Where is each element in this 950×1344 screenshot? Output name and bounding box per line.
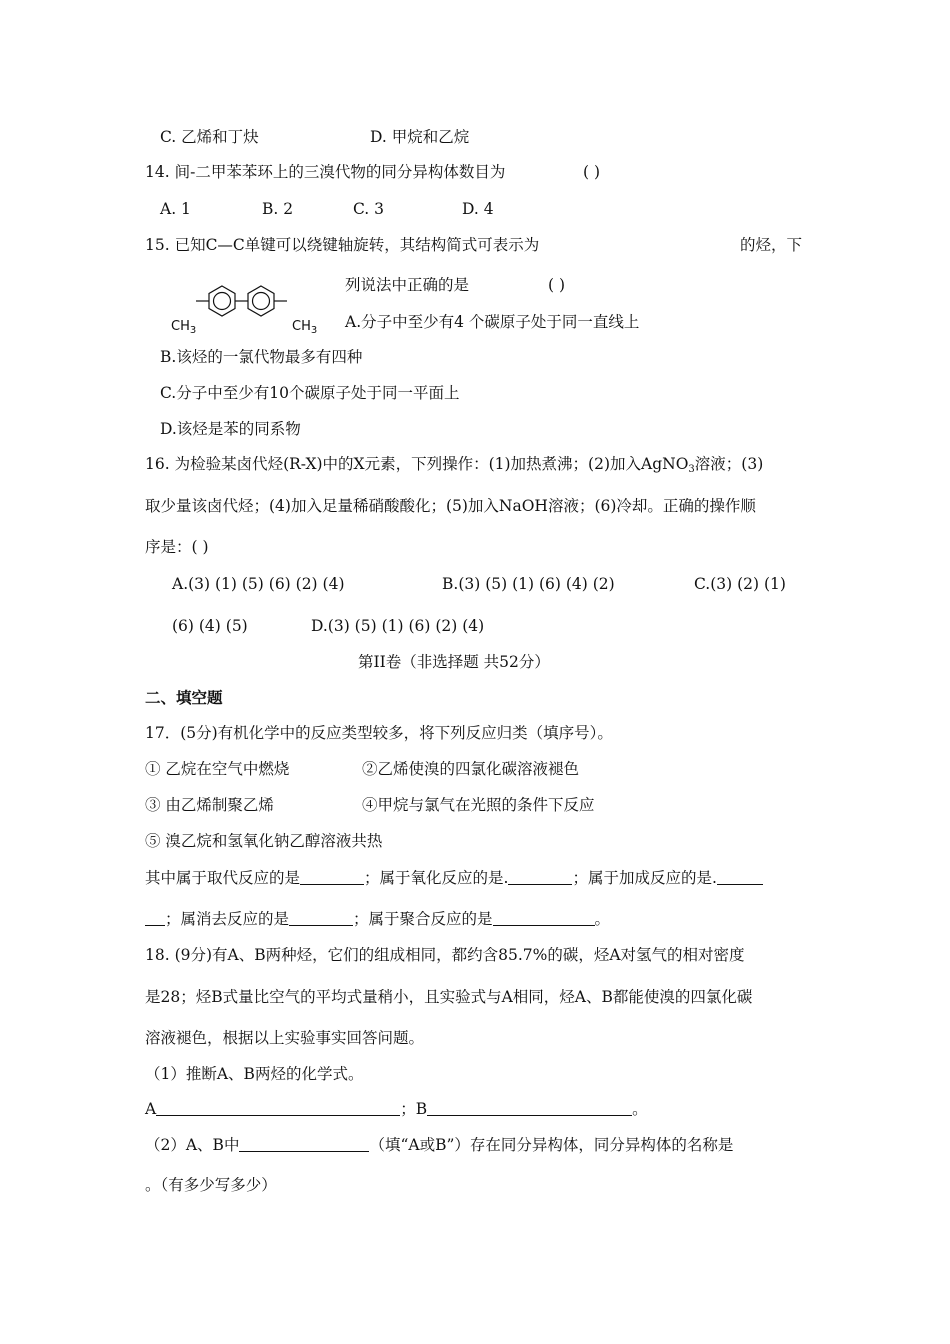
- q15-option-c: C.分子中至少有10个碳原子处于同一平面上: [160, 384, 460, 402]
- blank-isomer-hydrocarbon[interactable]: [239, 1135, 369, 1152]
- q16-stem-line3: 序是：( ): [145, 538, 209, 556]
- q17-reaction-1: ① 乙烷在空气中燃烧: [145, 760, 290, 778]
- q17-answer-line2: ；属消去反应的是 ；属于聚合反应的是 。: [145, 908, 610, 930]
- q16-option-b: B.(3) (5) (1) (6) (4) (2): [442, 575, 615, 593]
- blank-oxidation[interactable]: [508, 868, 572, 885]
- q18-stem-line2: 是28；烃B式量比空气的平均式量稍小，且实验式与A相同，烃A、B都能使溴的四氯化碳: [145, 988, 753, 1006]
- q17-reaction-5: ⑤ 溴乙烷和氢氧化钠乙醇溶液共热: [145, 832, 383, 850]
- q13-option-d: D. 甲烷和乙烷: [370, 128, 470, 146]
- q18-part2: （2）A、B中 （填“A或B”）存在同分异构体，同分异构体的名称是: [145, 1136, 734, 1154]
- q17-reaction-2: ②乙烯使溴的四氯化碳溶液褪色: [362, 760, 580, 778]
- q15-answer-paren: ( ): [548, 276, 566, 294]
- q14-option-d: D. 4: [462, 200, 494, 218]
- q14-answer-paren: ( ): [583, 163, 601, 181]
- section-heading-fill-in: 二、填空题: [145, 688, 223, 707]
- q16-option-d: D.(3) (5) (1) (6) (2) (4): [311, 617, 485, 635]
- q15-option-b: B.该烃的一氯代物最多有四种: [160, 348, 363, 366]
- q17-stem: 17．(5分)有机化学中的反应类型较多，将下列反应归类（填序号）。: [145, 724, 613, 742]
- q18-part2-end: 。（有多少写多少）: [145, 1176, 277, 1194]
- blank-polymerization[interactable]: [493, 909, 595, 926]
- q16-stem-line2: 取少量该卤代烃；(4)加入足量稀硝酸酸化；(5)加入NaOH溶液；(6)冷却。正确的操作顺: [145, 497, 756, 515]
- q15-option-a: A.分子中至少有4 个碳原子处于同一直线上: [345, 313, 640, 331]
- q18-stem-line3: 溶液褪色，根据以上实验事实回答问题。: [145, 1029, 425, 1047]
- q15-stem-line2: 列说法中正确的是: [345, 276, 470, 294]
- blank-formula-a[interactable]: [156, 1099, 400, 1116]
- q14-option-c: C. 3: [353, 200, 385, 218]
- ch3-left-label: $CH_3$: [171, 319, 197, 336]
- q15-option-d: D.该烃是苯的同系物: [160, 420, 301, 438]
- part2-title: 第II卷（非选择题 共52分）: [358, 653, 550, 671]
- q14-stem: 14. 间-二甲苯苯环上的三溴代物的同分异构体数目为: [145, 163, 506, 181]
- q17-reaction-4: ④甲烷与氯气在光照的条件下反应: [362, 796, 595, 814]
- ch3-right-label: $CH_3$: [292, 319, 318, 336]
- q17-answer-line1: 其中属于取代反应的是 ；属于氧化反应的是. ；属于加成反应的是.: [145, 867, 763, 889]
- blank-elimination[interactable]: [289, 909, 353, 926]
- blank-substitution[interactable]: [300, 868, 364, 885]
- blank-addition[interactable]: [717, 868, 763, 885]
- q15-stem-tail: 的烃，下: [740, 236, 803, 254]
- blank-formula-b[interactable]: [427, 1099, 632, 1116]
- q14-option-a: A. 1: [160, 200, 191, 218]
- q15-stem: 15. 已知C—C单键可以绕键轴旋转，其结构简式可表示为: [145, 236, 540, 254]
- q16-option-c-continued: (6) (4) (5): [172, 617, 248, 635]
- q13-option-c: C. 乙烯和丁炔: [160, 128, 259, 146]
- q16-option-c: C.(3) (2) (1): [694, 575, 786, 593]
- blank-addition-continued[interactable]: [145, 909, 165, 926]
- q16-option-a: A.(3) (1) (5) (6) (2) (4): [172, 575, 345, 593]
- q17-reaction-3: ③ 由乙烯制聚乙烯: [145, 796, 274, 814]
- q16-stem-line1: 16. 为检验某卤代烃(R-X)中的X元素，下列操作：(1)加热煮沸；(2)加入AgNO$_3$溶液；(3): [145, 455, 764, 475]
- q14-option-b: B. 2: [262, 200, 294, 218]
- q18-stem-line1: 18. (9分)有A、B两种烃，它们的组成相同，都约含85.7%的碳，烃A对氢气的相对密度: [145, 946, 745, 964]
- q18-part1: （1）推断A、B两烃的化学式。: [145, 1065, 364, 1083]
- q18-part1-answer-line: A ；B 。: [145, 1100, 648, 1118]
